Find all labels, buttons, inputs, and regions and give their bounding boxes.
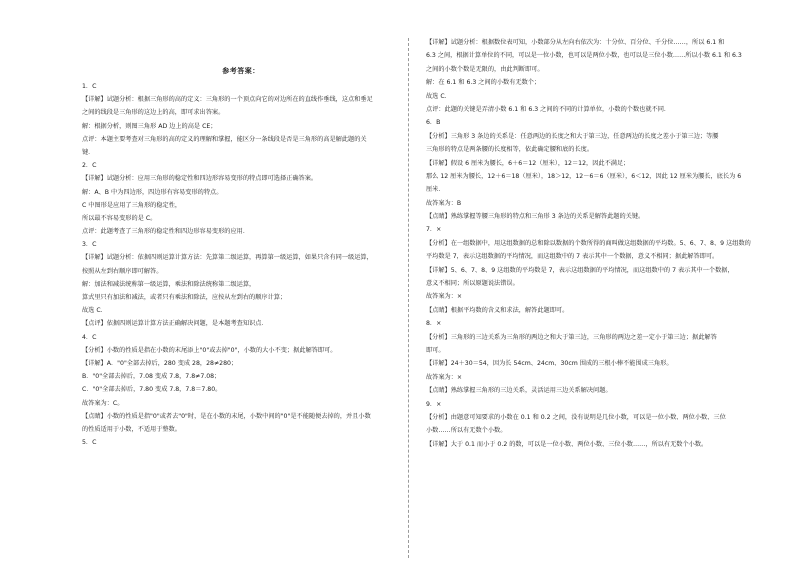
right-text-line: 7．× <box>426 226 442 234</box>
page-title: 参考答案： <box>222 67 260 75</box>
right-text-line: 那么 12 厘米为腰长，12＋6＝18（厘米），18＞12，12－6＝6（厘米），6＜12，因此 12 厘米为腰长，底长为 6 <box>426 172 742 180</box>
right-text-line: 之间的小数个数是无限的，由此判断即可。 <box>426 65 544 73</box>
left-text-line: 点评：此题考查了三角形的稳定性和四边形容易变形的应用． <box>82 228 250 236</box>
right-text-line: 【详解】24＋30＝54，因为长 54cm、24cm、30cm 围成的三根小棒不能围成三角形。 <box>426 360 673 368</box>
right-text-line: 【分析】在一组数据中，用这组数据的总和除以数据的个数所得的商叫做这组数据的平均数。5、6、7、8、9 这组数的 <box>426 239 751 247</box>
left-text-line: 故答案为：C。 <box>82 399 124 407</box>
right-text-line: 6．B <box>426 119 441 127</box>
left-text-line: 4．C <box>82 333 97 341</box>
right-text-line: 三角形的特点是两条腰的长度相等，依此确定腰和底的长度。 <box>426 146 594 154</box>
right-text-line: 【点睛】根据平均数的含义和求法，解答此题即可。 <box>426 306 569 314</box>
right-text-line: 小数……所以有无数个小数。 <box>426 427 507 435</box>
left-text-line: C 中图形是应用了三角形的稳定性， <box>82 201 182 209</box>
right-text-line: 8．× <box>426 320 442 328</box>
right-text-line: 故选 C． <box>426 92 451 100</box>
right-text-line: 6.3 之间，根据计算单位的不同，可以是一位小数，也可以是两位小数，也可以是三位小数……所以小数 6.1 和 6.3 <box>426 52 742 60</box>
right-text-line: 【分析】三角形的三边关系为三角形的两边之和大于第三边，三角形的两边之差一定小于第三边；据此解答 <box>426 333 717 341</box>
left-text-line: 【详解】试题分析：依据四则运算计算方法：先算第二级运算，再算第一级运算，如果只含有同一级运算， <box>82 254 373 262</box>
right-text-line: 故答案为：× <box>426 293 463 301</box>
left-text-line: 点评：本题主要考查对三角形的高的定义的理解和掌握，能区分一条线段是否是三角形的高是解此题的关 <box>82 135 367 143</box>
left-text-line: 3．C <box>82 241 97 249</box>
right-text-line: 意义不相同；所以原题说法错误。 <box>426 280 519 288</box>
right-text-line: 【详解】假设 6 厘米为腰长，6＋6＝12（厘米），12＝12，因此不满足； <box>426 159 630 167</box>
left-text-line: 解：加法和减法统称第一级运算，乘法和除法统称第二级运算， <box>82 280 256 288</box>
left-text-line: 1．C <box>82 83 97 90</box>
right-text-line: 解：在 6.1 和 6.3 之间的小数有无数个； <box>426 79 541 87</box>
right-text-line: 【详解】大于 0.1 而小于 0.2 的数，可以是一位小数、两位小数、三位小数……，所以有无数个小数。 <box>426 440 708 448</box>
left-text-line: 【详解】试题分析：应用三角形的稳定性和四边形容易变形的特点即可选择正确答案。 <box>82 175 318 183</box>
left-text-line: 所以最不容易变形的是 C。 <box>82 214 157 222</box>
right-text-line: 【分析】三角形 3 条边的关系是：任意两边的长度之和大于第三边，任意两边的长度之差小于第三边；等腰 <box>426 132 719 140</box>
right-text-line: 平均数是 7，表示这组数据的平均情况，而这组数中的 7 表示其中一个数据，意义不相同；据此解答即可。 <box>426 253 719 261</box>
left-text-line: 解：A、B 中为四边形，四边形有容易变形的特点。 <box>82 188 223 196</box>
left-text-line: C．"0"全部去掉后，7.80 变成 7.8，7.8＝7.80。 <box>82 386 222 394</box>
right-text-line: 点评：此题的关键是弄清小数 6.1 和 6.3 之间的不同的计算单位，小数的个数也就不同． <box>426 105 671 113</box>
left-text-line: 按照从左到右顺序即可解答。 <box>82 267 163 275</box>
left-column <box>82 66 400 451</box>
left-text-line: 【点评】依据四则运算计算方法正确解决问题，是本题考查知识点． <box>82 320 268 328</box>
left-text-line: 算式里只有加法和减法，或者只有乘法和除法，应按从左到右的顺序计算； <box>82 294 287 301</box>
left-text-line: 5．C <box>82 439 97 447</box>
left-text-line: 键． <box>82 148 95 156</box>
right-column <box>426 38 766 453</box>
left-text-line: 【详解】A．"0"全部去掉后，280 变成 28，28≠280； <box>82 359 238 367</box>
right-text-line: 9．× <box>426 400 442 408</box>
right-text-line: 【详解】5、6、7、8、9 这组数的平均数是 7，表示这组数据的平均情况，而这组数中的 7 表示其中一个数据， <box>426 266 734 274</box>
right-text-line: 【点睛】熟练掌握等腰三角形的特点和三角形 3 条边的关系是解答此题的关键。 <box>426 213 645 221</box>
left-text-line: 的性质适用于小数，不适用于整数。 <box>82 425 181 433</box>
right-text-line: 【点睛】熟练掌握三角形的三边关系，灵活运用三边关系解决问题。 <box>426 387 612 395</box>
left-text-line: 之间的线段是三角形的这边上的高，即可求出答案。 <box>82 109 225 117</box>
left-text-line: 解：根据分析，则图三角形 AD 边上的高是 CE； <box>82 122 217 130</box>
left-text-line: B．"0"全部去掉后，7.08 变成 7.8，7.8≠7.08； <box>82 373 221 381</box>
left-text-line: 【点睛】小数的性质是指"0"或者去"0"时，是在小数的末尾，小数中间的"0"是不能随便去掉的，并且小数 <box>82 412 371 420</box>
left-text-line: 【详解】试题分析：根据三角形的高的定义：三角形的一个顶点向它的对边所在的直线作垂线，这点和垂足 <box>82 96 373 104</box>
right-text-line: 即可。 <box>426 346 445 354</box>
left-text-line: 故选 C． <box>82 307 107 315</box>
column-divider <box>408 38 409 558</box>
right-text-line: 故答案为：B <box>426 199 462 207</box>
left-text-line: 2．C <box>82 162 97 170</box>
right-text-line: 【分析】由题意可知要求的小数在 0.1 和 0.2 之间，没有说明是几位小数，可以是一位小数、两位小数、三位 <box>426 413 726 421</box>
right-text-line: 厘米． <box>426 186 445 194</box>
left-text-line: 【分析】小数的性质是指在小数的末尾添上"0"或去掉"0"，小数的大小不变；据此解答即可。 <box>82 346 337 354</box>
right-text-line: 故答案为：× <box>426 373 463 381</box>
right-text-line: 【详解】试题分析：根据数位表可知，小数部分从左向右依次为：十分位、百分位、千分位……，所以 6.1 和 <box>426 39 725 46</box>
